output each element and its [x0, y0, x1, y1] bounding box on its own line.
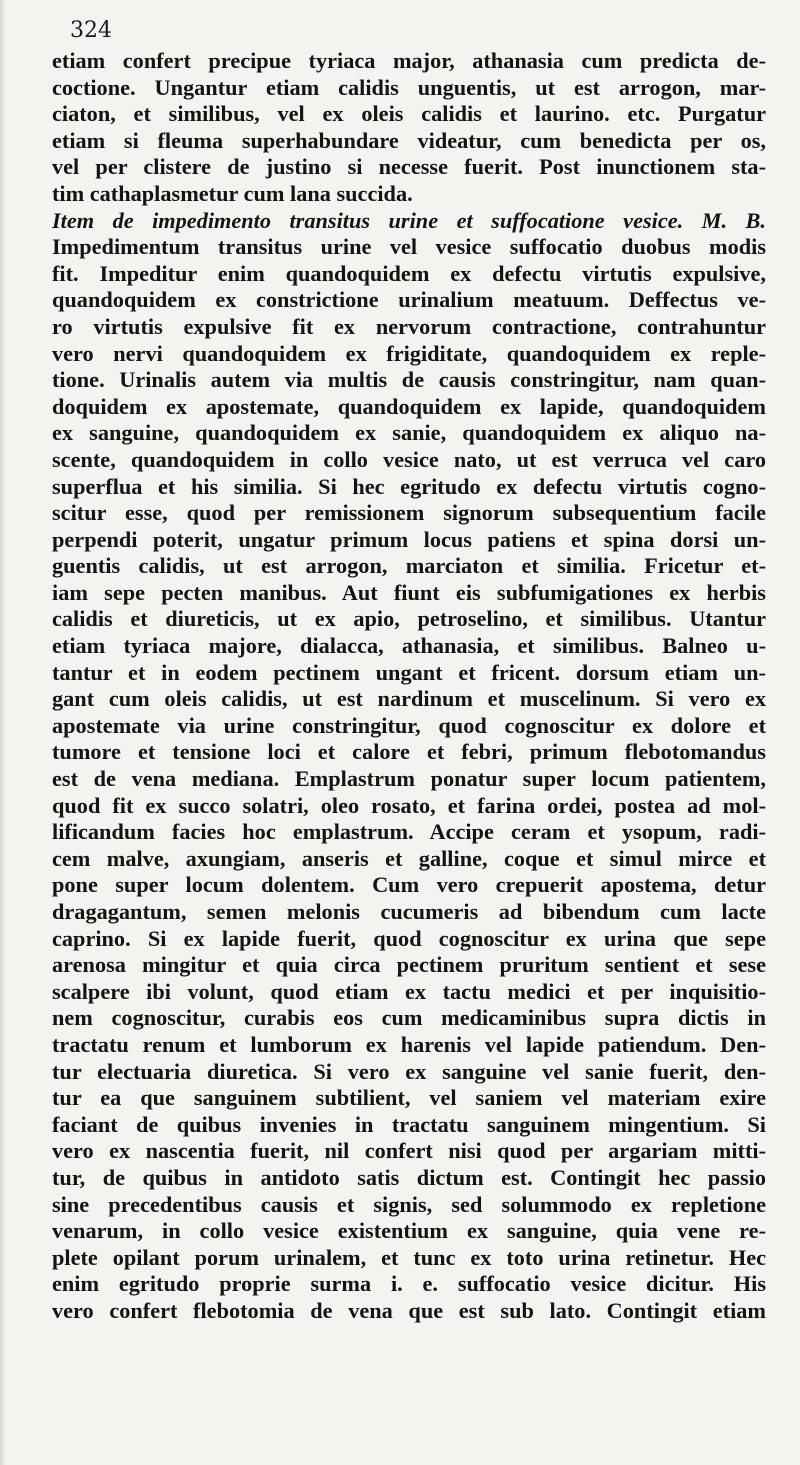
text-line: etiam tyriaca majore, dialacca, athanasia, et similibus. Balneo u- — [52, 633, 766, 659]
text-line: ciaton, et similibus, vel ex oleis calidis et laurino. etc. Purgatur — [52, 101, 766, 127]
text-line: vero nervi quandoquidem ex frigiditate, quandoquidem ex reple- — [52, 340, 766, 366]
page-number: 324 — [70, 18, 112, 43]
text-line: ex sanguine, quandoquidem ex sanie, quandoquidem ex aliquo na- — [52, 420, 766, 446]
text-line: tantur et in eodem pectinem ungant et fricent. dorsum etiam un- — [52, 659, 766, 685]
text-line: sine precedentibus causis et signis, sed solummodo ex repletione — [52, 1191, 766, 1217]
text-line: calidis et diureticis, ut ex apio, petroselino, et similibus. Utantur — [52, 606, 766, 632]
text-line: tur electuaria diuretica. Si vero ex sanguine vel sanie fuerit, den- — [52, 1058, 766, 1084]
body-text — [52, 48, 766, 1325]
text-line: vero ex nascentia fuerit, nil confert nisi quod per argariam mitti- — [52, 1138, 766, 1164]
text-line: scente, quandoquidem in collo vesice nato, ut est verruca vel caro — [52, 446, 766, 472]
text-line: vero confert flebotomia de vena que est sub lato. Contingit etiam — [52, 1297, 766, 1323]
text-line: ro virtutis expulsive fit ex nervorum contractione, contrahuntur — [52, 313, 766, 339]
text-line: perpendi poterit, ungatur primum locus patiens et spina dorsi un- — [52, 526, 766, 552]
text-line: Impedimentum transitus urine vel vesice suffocatio duobus modis — [52, 234, 766, 260]
text-line: quandoquidem ex constrictione urinalium meatuum. Deffectus ve- — [52, 287, 766, 313]
text-line: plete opilant porum urinalem, et tunc ex toto urina retinetur. Hec — [52, 1244, 766, 1270]
text-line: lificandum facies hoc emplastrum. Accipe ceram et ysopum, radi- — [52, 819, 766, 845]
text-line: scitur esse, quod per remissionem signorum subsequentium facile — [52, 500, 766, 526]
text-line: tur ea que sanguinem subtilient, vel saniem vel materiam exire — [52, 1085, 766, 1111]
text-line: dragagantum, semen melonis cucumeris ad bibendum cum lacte — [52, 899, 766, 924]
text-line: arenosa mingitur et quia circa pectinem pruritum sentient et sese — [52, 952, 766, 978]
text-line: tumore et tensione loci et calore et febri, primum flebotomandus — [52, 739, 766, 765]
text-line: doquidem ex apostemate, quandoquidem ex lapide, quandoquidem — [52, 393, 766, 419]
text-line: cem malve, axungiam, anseris et galline, coque et simul mirce et — [52, 845, 766, 871]
text-line: tione. Urinalis autem via multis de causis constringitur, nam quan- — [52, 367, 766, 393]
text-line: pone super locum dolentem. Cum vero crepuerit apostema, detur — [52, 872, 766, 898]
text-line: quod fit ex succo solatri, oleo rosato, et farina ordei, postea ad mol- — [52, 792, 766, 818]
text-line: tractatu renum et lumborum ex harenis vel lapide patiendum. Den- — [52, 1031, 766, 1057]
text-line: etiam confert precipue tyriaca major, athanasia cum predicta de- — [52, 48, 766, 73]
text-line: etiam si fleuma superhabundare videatur, cum benedicta per os, — [52, 127, 766, 153]
text-line: enim egritudo proprie surma i. e. suffocatio vesice dicitur. His — [52, 1271, 766, 1297]
text-line: venarum, in collo vesice existentium ex sanguine, quia vene re- — [52, 1218, 766, 1244]
text-line: iam sepe pecten manibus. Aut fiunt eis subfumigationes ex herbis — [52, 579, 766, 605]
text-line: gant cum oleis calidis, ut est nardinum et muscelinum. Si vero ex — [52, 686, 766, 712]
text-line: fit. Impeditur enim quandoquidem ex defectu virtutis expulsive, — [52, 260, 766, 286]
text-line: tim cathaplasmetur cum lana succida. — [52, 180, 413, 206]
text-line: apostemate via urine constringitur, quod cognoscitur ex dolore et — [52, 712, 766, 738]
text-line: caprino. Si ex lapide fuerit, quod cognoscitur ex urina que sepe — [52, 925, 766, 951]
text-line: superflua et his similia. Si hec egritudo ex defectu virtutis cogno- — [52, 473, 766, 499]
text-line: est de vena mediana. Emplastrum ponatur super locum patientem, — [52, 766, 766, 792]
text-line: guentis calidis, ut est arrogon, marciaton et similia. Fricetur et- — [52, 553, 766, 579]
section-heading: Item de impedimento transitus urine et suffocatione vesice. M. B. — [52, 207, 766, 233]
text-line: tur, de quibus in antidoto satis dictum est. Contingit hec passio — [52, 1164, 766, 1190]
text-line: coctione. Ungantur etiam calidis unguentis, ut est arrogon, mar- — [52, 74, 766, 100]
text-line: nem cognoscitur, curabis eos cum medicaminibus supra dictis in — [52, 1005, 766, 1031]
text-line: vel per clistere de justino si necesse fuerit. Post inunctionem sta- — [52, 154, 766, 180]
text-line: scalpere ibi volunt, quod etiam ex tactu medici et per inquisitio- — [52, 978, 766, 1004]
text-line: faciant de quibus invenies in tractatu sanguinem mingentium. Si — [52, 1111, 766, 1137]
